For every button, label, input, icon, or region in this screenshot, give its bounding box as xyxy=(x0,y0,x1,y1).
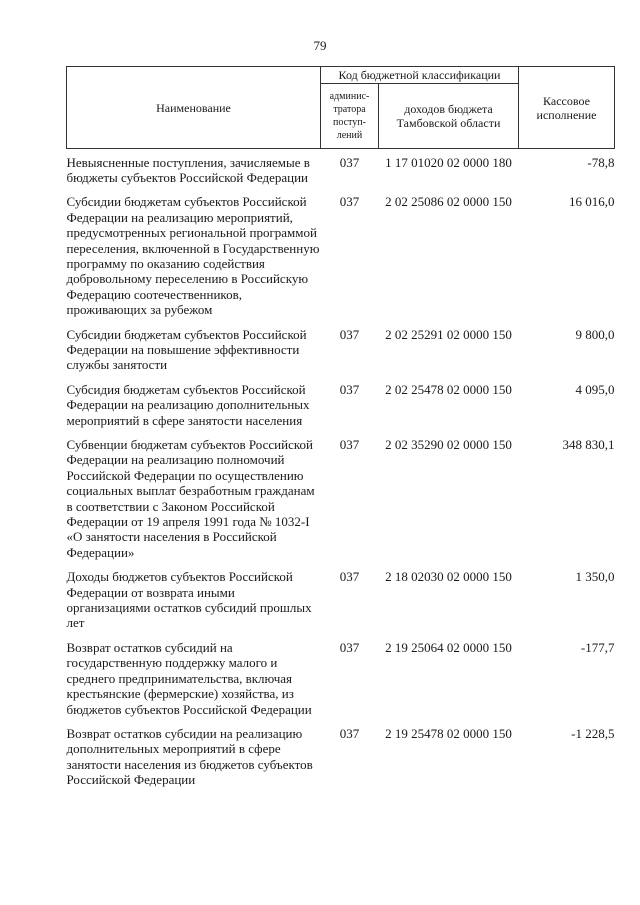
header-name: Наименование xyxy=(67,67,321,149)
row-income-code: 2 02 25478 02 0000 150 xyxy=(385,381,512,397)
row-name: Субсидии бюджетам субъектов Российской Федерации на реализацию мероприятий, предусмотренных региональной программой переселения, включенной в Государственную программу по оказанию содействия добровольному переселению в Российскую Федерацию соотечественников, проживающих за рубежом xyxy=(66,194,320,318)
row-amount: 9 800,0 xyxy=(575,326,615,342)
row-income-code: 2 18 02030 02 0000 150 xyxy=(385,569,512,585)
row-income-code: 2 19 25064 02 0000 150 xyxy=(385,639,512,655)
row-admin-code: 037 xyxy=(339,725,360,741)
row-admin-code: 037 xyxy=(339,639,360,655)
header-execution: Кассовое исполнение xyxy=(519,67,615,149)
row-amount: -78,8 xyxy=(587,154,615,170)
page-number: 79 xyxy=(313,38,327,53)
row-admin-code: 037 xyxy=(339,154,360,170)
row-income-code: 2 19 25478 02 0000 150 xyxy=(385,725,512,741)
row-name: Субвенции бюджетам субъектов Российской Федерации на реализацию полномочий Российской Федерации по осуществлению социальных выплат безработным гражданам в соответствии с Законом Российской Федерации от 19 апреля 1991 года № 1032-I «О занятости населения в Российской Федерации» xyxy=(66,437,315,560)
row-admin-code: 037 xyxy=(339,326,360,342)
row-admin-code: 037 xyxy=(339,437,360,452)
table-header xyxy=(67,67,615,149)
row-name: Невыясненные поступления, зачисляемые в бюджеты субъектов Российской Федерации xyxy=(66,154,310,185)
header-admin: админис-тратора поступ-лений xyxy=(321,84,379,149)
row-income-code: 2 02 25291 02 0000 150 xyxy=(385,326,512,342)
table-row xyxy=(67,382,615,437)
header-income: доходов бюджета Тамбовской области xyxy=(379,84,519,149)
table-row xyxy=(67,569,615,640)
row-amount: 4 095,0 xyxy=(575,381,615,397)
table-row xyxy=(67,194,615,326)
row-income-code: 2 02 35290 02 0000 150 xyxy=(385,437,512,452)
budget-table xyxy=(66,66,615,797)
table-row xyxy=(67,155,615,195)
row-admin-code: 037 xyxy=(339,381,360,397)
table-row xyxy=(67,437,615,569)
row-name: Доходы бюджетов субъектов Российской Федерации от возврата иными организациями остатков субсидий прошлых лет xyxy=(66,569,312,631)
row-amount: 348 830,1 xyxy=(562,437,615,452)
row-name: Субсидия бюджетам субъектов Российской Федерации на реализацию дополнительных мероприятий в сфере занятости населения xyxy=(66,381,310,428)
row-name: Возврат остатков субсидий на государственную поддержку малого и среднего предпринимательства, включая крестьянские (фермерские) хозяйства, из бюджетов субъектов Российской Федерации xyxy=(66,639,312,717)
row-name: Возврат остатков субсидии на реализацию дополнительных мероприятий в сфере занятости населения из бюджетов субъектов Российской Федерации xyxy=(66,725,313,788)
row-admin-code: 037 xyxy=(339,194,360,210)
row-name: Субсидии бюджетам субъектов Российской Федерации на повышение эффективности службы занятости xyxy=(66,326,307,373)
row-amount: -177,7 xyxy=(580,639,615,655)
row-admin-code: 037 xyxy=(339,569,360,585)
row-income-code: 1 17 01020 02 0000 180 xyxy=(385,154,512,170)
header-code-group: Код бюджетной классификации xyxy=(321,67,519,84)
row-amount: 1 350,0 xyxy=(575,569,615,585)
table-row xyxy=(67,327,615,382)
table-row xyxy=(67,640,615,726)
row-amount: 16 016,0 xyxy=(569,194,615,210)
table-row xyxy=(67,726,615,797)
row-amount: -1 228,5 xyxy=(571,725,615,741)
row-income-code: 2 02 25086 02 0000 150 xyxy=(385,194,512,210)
